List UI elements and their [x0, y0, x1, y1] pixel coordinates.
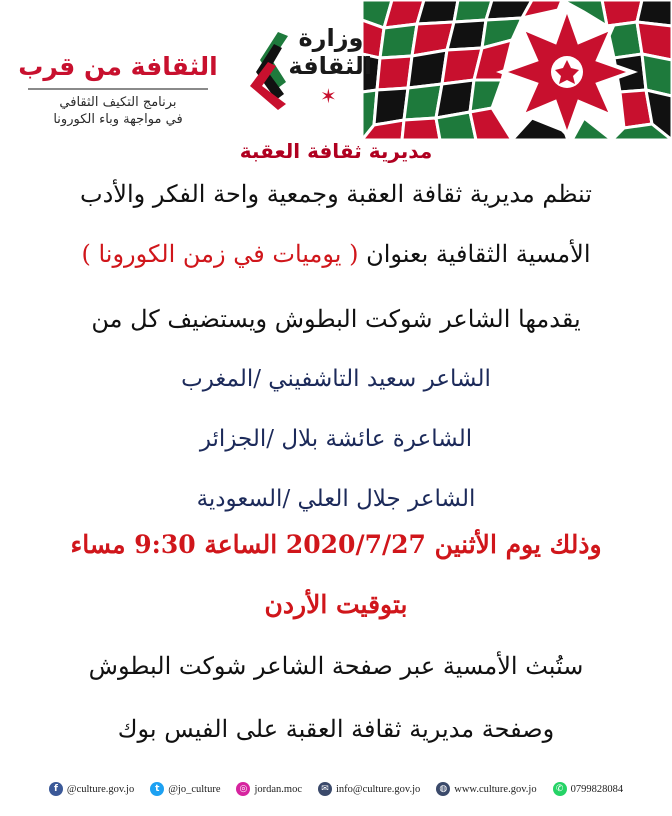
guest-line: الشاعرة عائشة بلال /الجزائر — [199, 426, 473, 452]
footer-instagram[interactable] — [236, 782, 302, 796]
campaign-subtitle-1: برنامج التكيف الثقافي — [59, 95, 177, 110]
whatsapp-number: 0799828084 — [570, 783, 624, 795]
intro-line: تنظم مديرية ثقافة العقبة وجمعية واحة الفكر والأدب — [80, 180, 592, 208]
campaign-title: الثقافة من قرب — [18, 52, 218, 81]
jordan-star-icon — [502, 8, 632, 136]
facebook-handle: @culture.gov.jo — [66, 783, 135, 795]
instagram-handle: jordan.moc — [254, 783, 303, 795]
mosaic-pattern — [362, 0, 672, 140]
instagram-icon: ◎ — [236, 782, 250, 796]
globe-icon: ◍ — [436, 782, 450, 796]
facebook-icon: f — [49, 782, 63, 796]
website-link: www.culture.gov.jo — [454, 783, 537, 795]
mail-icon: ✉ — [318, 782, 332, 796]
guest-line: الشاعر سعيد التاشفيني /المغرب — [181, 366, 491, 392]
campaign-divider — [28, 88, 208, 90]
twitter-handle: @jo_culture — [168, 783, 221, 795]
guest-line: الشاعر جلال العلي /السعودية — [196, 486, 476, 512]
ministry-name: وزارة الثقافة — [288, 24, 372, 80]
footer-twitter[interactable] — [150, 782, 220, 796]
stream-line-2: وصفحة مديرية ثقافة العقبة على الفيس بوك — [117, 715, 555, 743]
campaign-block — [18, 50, 218, 128]
mosaic-banner — [362, 0, 672, 140]
email-address: info@culture.gov.jo — [336, 783, 421, 795]
date-line: وذلك يوم الأثنين 2020/7/27 الساعة 9:30 مساء — [70, 530, 602, 559]
event-title-highlight: ( يوميات في زمن الكورونا ) — [81, 240, 359, 268]
timezone-line: بتوقيت الأردن — [264, 590, 408, 619]
event-title-line — [20, 240, 652, 268]
stream-line-1: ستُبث الأمسية عبر صفحة الشاعر شوكت البطوش — [88, 652, 584, 680]
directorate-heading: مديرية ثقافة العقبة — [239, 139, 433, 163]
campaign-subtitle-2: في مواجهة وباء الكورونا — [53, 112, 183, 127]
ministry-star-icon: ✶ — [320, 84, 337, 108]
footer-email[interactable] — [318, 782, 420, 796]
contact-footer — [0, 778, 672, 800]
whatsapp-icon: ✆ — [553, 782, 567, 796]
footer-whatsapp[interactable] — [553, 782, 624, 796]
host-line: يقدمها الشاعر شوكت البطوش ويستضيف كل من — [91, 305, 581, 333]
twitter-icon: t — [150, 782, 164, 796]
footer-facebook[interactable] — [49, 782, 134, 796]
event-title-prefix: الأمسية الثقافية بعنوان — [366, 240, 591, 268]
footer-website[interactable] — [436, 782, 536, 796]
